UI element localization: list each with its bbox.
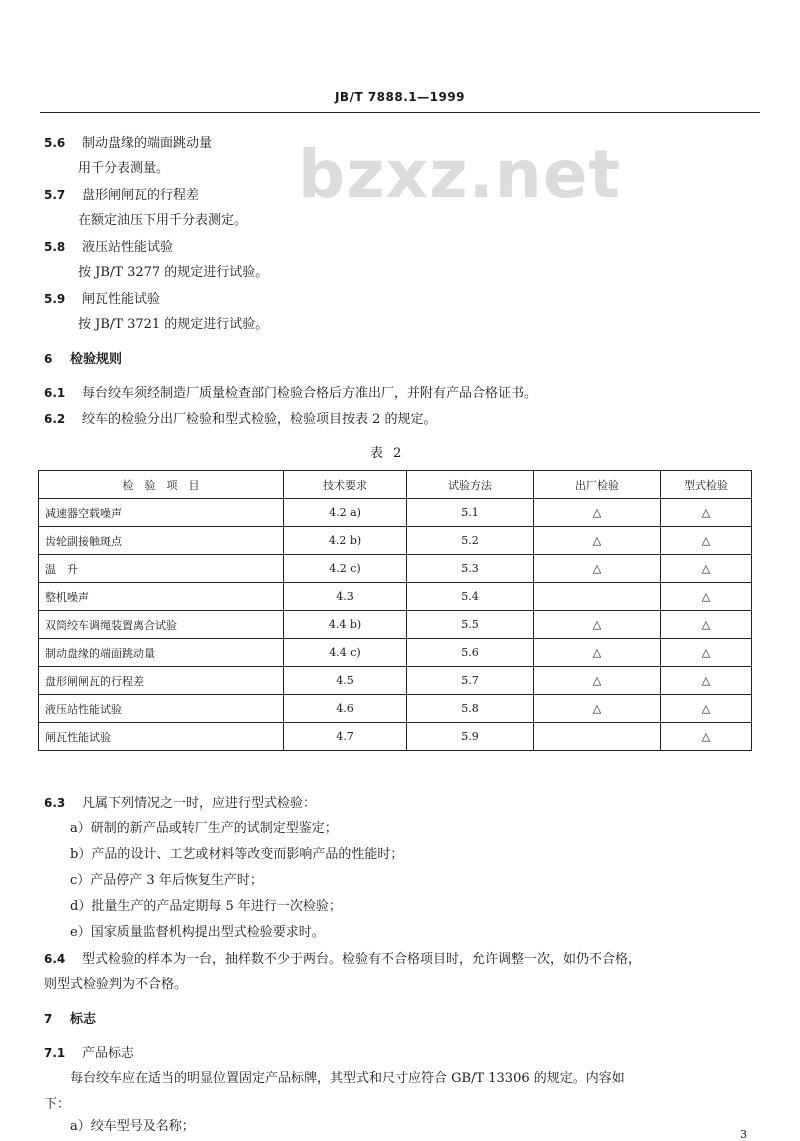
cell-requirement: 4.4 c) <box>284 639 407 667</box>
cell-item: 齿轮副接触斑点 <box>39 527 284 555</box>
cell-factory: △ <box>534 639 661 667</box>
cell-item: 液压站性能试验 <box>39 695 284 723</box>
inspection-table <box>38 470 752 751</box>
section-5-6-body: 用千分表测量。 <box>78 161 170 176</box>
cell-item: 制动盘缘的端面跳动量 <box>39 639 284 667</box>
section-number: 6.3 <box>44 796 66 810</box>
section-number: 6 <box>44 352 53 366</box>
section-text: 每台绞车须经制造厂质量检查部门检验合格后方准出厂，并附有产品合格证书。 <box>82 386 538 401</box>
section-number: 6.1 <box>44 386 66 400</box>
section-6-heading <box>44 350 122 369</box>
table-row <box>39 695 752 723</box>
cell-type: △ <box>661 527 752 555</box>
section-title: 盘形闸闸瓦的行程差 <box>82 188 200 203</box>
table-row <box>39 723 752 751</box>
table-row <box>39 499 752 527</box>
table-row <box>39 611 752 639</box>
cell-requirement: 4.2 c) <box>284 555 407 583</box>
table-row <box>39 555 752 583</box>
header-method: 试验方法 <box>407 471 534 499</box>
section-number: 5.7 <box>44 188 66 202</box>
cell-requirement: 4.3 <box>284 583 407 611</box>
cell-type: △ <box>661 639 752 667</box>
header-rule <box>40 112 760 113</box>
table-row <box>39 667 752 695</box>
cell-type: △ <box>661 583 752 611</box>
section-title: 标志 <box>70 1012 97 1027</box>
cell-factory <box>534 583 661 611</box>
cell-requirement: 4.6 <box>284 695 407 723</box>
list-item: a）研制的新产品或转厂生产的试制定型鉴定； <box>70 821 338 836</box>
section-6-4-continued: 则型式检验判为不合格。 <box>44 977 188 992</box>
section-title: 检验规则 <box>70 352 123 367</box>
table-row <box>39 583 752 611</box>
cell-factory: △ <box>534 499 661 527</box>
cell-item: 整机噪声 <box>39 583 284 611</box>
section-title: 液压站性能试验 <box>82 240 174 255</box>
section-title: 闸瓦性能试验 <box>82 292 161 307</box>
cell-factory: △ <box>534 555 661 583</box>
cell-requirement: 4.2 b) <box>284 527 407 555</box>
cell-factory: △ <box>534 695 661 723</box>
cell-factory <box>534 723 661 751</box>
cell-method: 5.6 <box>407 639 534 667</box>
running-header: JB/T 7888.1—1999 <box>334 90 466 104</box>
cell-requirement: 4.4 b) <box>284 611 407 639</box>
cell-method: 5.5 <box>407 611 534 639</box>
section-title: 制动盘缘的端面跳动量 <box>82 136 213 151</box>
cell-item: 温 升 <box>39 555 284 583</box>
cell-requirement: 4.2 a) <box>284 499 407 527</box>
list-item: b）产品的设计、工艺或材料等改变而影响产品的性能时； <box>70 847 404 862</box>
header-requirement: 技术要求 <box>284 471 407 499</box>
section-5-7-heading <box>44 186 199 205</box>
section-number: 6.2 <box>44 412 66 426</box>
cell-factory: △ <box>534 611 661 639</box>
section-5-9-heading <box>44 290 160 309</box>
cell-type: △ <box>661 555 752 583</box>
header-type: 型式检验 <box>661 471 752 499</box>
section-6-1 <box>44 384 537 403</box>
cell-requirement: 4.7 <box>284 723 407 751</box>
cell-type: △ <box>661 667 752 695</box>
cell-method: 5.8 <box>407 695 534 723</box>
list-item: c）产品停产 3 年后恢复生产时； <box>70 873 263 888</box>
section-5-7-body: 在额定油压下用千分表测定。 <box>78 213 248 228</box>
table-header-row <box>39 471 752 499</box>
header-item: 检 验 项 目 <box>39 471 284 499</box>
cell-item: 减速器空载噪声 <box>39 499 284 527</box>
cell-type: △ <box>661 611 752 639</box>
list-item: d）批量生产的产品定期每 5 年进行一次检验； <box>70 899 342 914</box>
section-text: 绞车的检验分出厂检验和型式检验，检验项目按表 2 的规定。 <box>82 412 437 427</box>
section-text: 型式检验的样本为一台，抽样数不少于两台。检验有不合格项目时，允许调整一次，如仍不合格， <box>82 952 642 967</box>
cell-method: 5.1 <box>407 499 534 527</box>
section-7-1-body-continued: 下： <box>44 1097 71 1112</box>
cell-item: 盘形闸闸瓦的行程差 <box>39 667 284 695</box>
cell-method: 5.3 <box>407 555 534 583</box>
section-7-1-body: 每台绞车应在适当的明显位置固定产品标牌，其型式和尺寸应符合 GB/T 13306 的规定。内容如 <box>70 1071 625 1086</box>
cell-item: 双筒绞车调绳装置离合试验 <box>39 611 284 639</box>
section-5-6-heading <box>44 134 212 153</box>
cell-type: △ <box>661 723 752 751</box>
watermark: bzxz.net <box>298 136 622 213</box>
cell-type: △ <box>661 695 752 723</box>
section-5-8-heading <box>44 238 173 257</box>
section-number: 7.1 <box>44 1046 66 1060</box>
list-item: e）国家质量监督机构提出型式检验要求时。 <box>70 925 325 940</box>
page-number: 3 <box>740 1128 747 1141</box>
section-6-4 <box>44 950 641 969</box>
section-7-1-heading <box>44 1044 134 1063</box>
list-item: a）绞车型号及名称； <box>70 1119 195 1134</box>
cell-type: △ <box>661 499 752 527</box>
cell-method: 5.4 <box>407 583 534 611</box>
cell-item: 闸瓦性能试验 <box>39 723 284 751</box>
section-number: 5.8 <box>44 240 66 254</box>
cell-method: 5.7 <box>407 667 534 695</box>
section-number: 7 <box>44 1012 53 1026</box>
section-number: 5.6 <box>44 136 66 150</box>
cell-method: 5.2 <box>407 527 534 555</box>
section-number: 6.4 <box>44 952 66 966</box>
header-factory: 出厂检验 <box>534 471 661 499</box>
cell-factory: △ <box>534 527 661 555</box>
table-row <box>39 527 752 555</box>
section-text: 凡属下列情况之一时，应进行型式检验： <box>82 796 317 811</box>
section-5-9-body: 按 JB/T 3721 的规定进行试验。 <box>78 317 269 332</box>
table-caption: 表 2 <box>370 446 405 461</box>
cell-factory: △ <box>534 667 661 695</box>
section-7-heading <box>44 1010 96 1029</box>
section-5-8-body: 按 JB/T 3277 的规定进行试验。 <box>78 265 269 280</box>
cell-method: 5.9 <box>407 723 534 751</box>
cell-requirement: 4.5 <box>284 667 407 695</box>
section-6-3 <box>44 794 316 813</box>
section-number: 5.9 <box>44 292 66 306</box>
table-row <box>39 639 752 667</box>
section-6-2 <box>44 410 437 429</box>
section-title: 产品标志 <box>82 1046 135 1061</box>
